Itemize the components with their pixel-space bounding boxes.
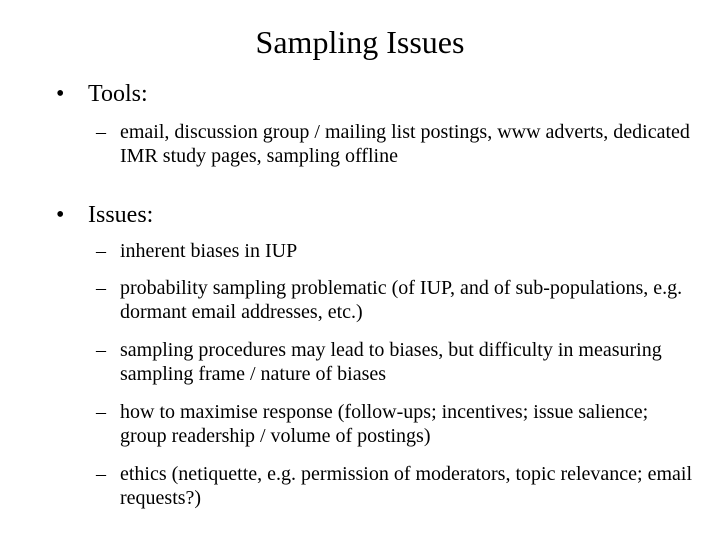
bullet-icon: • bbox=[56, 81, 65, 107]
sub-item-text: probability sampling problematic (of IUP, and of sub-populations, e.g. dormant email addresses, etc.) bbox=[120, 277, 683, 323]
sub-item-text: sampling procedures may lead to biases, but difficulty in measuring sampling frame / nature of biases bbox=[120, 339, 662, 385]
sub-item-text: inherent biases in IUP bbox=[120, 240, 298, 262]
sub-item-issues-2 bbox=[96, 338, 696, 386]
sub-item-issues-1 bbox=[96, 276, 696, 324]
bullet-heading-tools: Tools: bbox=[88, 81, 148, 107]
sub-item-issues-0 bbox=[96, 239, 696, 263]
bullet-tools bbox=[56, 80, 148, 108]
bullet-icon: • bbox=[56, 202, 65, 228]
bullet-issues bbox=[56, 201, 153, 229]
sub-item-text: ethics (netiquette, e.g. permission of moderators, topic relevance; email requests?) bbox=[120, 463, 693, 509]
dash-icon: – bbox=[96, 240, 106, 262]
dash-icon: – bbox=[96, 401, 106, 423]
slide-title: Sampling Issues bbox=[255, 24, 465, 60]
sub-item-issues-4 bbox=[96, 462, 696, 510]
sub-item-tools-0 bbox=[96, 120, 696, 168]
sub-item-text: email, discussion group / mailing list postings, www adverts, dedicated IMR study pages, sampling offline bbox=[120, 121, 690, 167]
dash-icon: – bbox=[96, 463, 106, 485]
sub-item-issues-3 bbox=[96, 400, 696, 448]
dash-icon: – bbox=[96, 339, 106, 361]
dash-icon: – bbox=[96, 121, 106, 143]
sub-item-text: how to maximise response (follow-ups; incentives; issue salience; group readership / volume of postings) bbox=[120, 401, 649, 447]
dash-icon: – bbox=[96, 277, 106, 299]
bullet-heading-issues: Issues: bbox=[88, 202, 154, 228]
